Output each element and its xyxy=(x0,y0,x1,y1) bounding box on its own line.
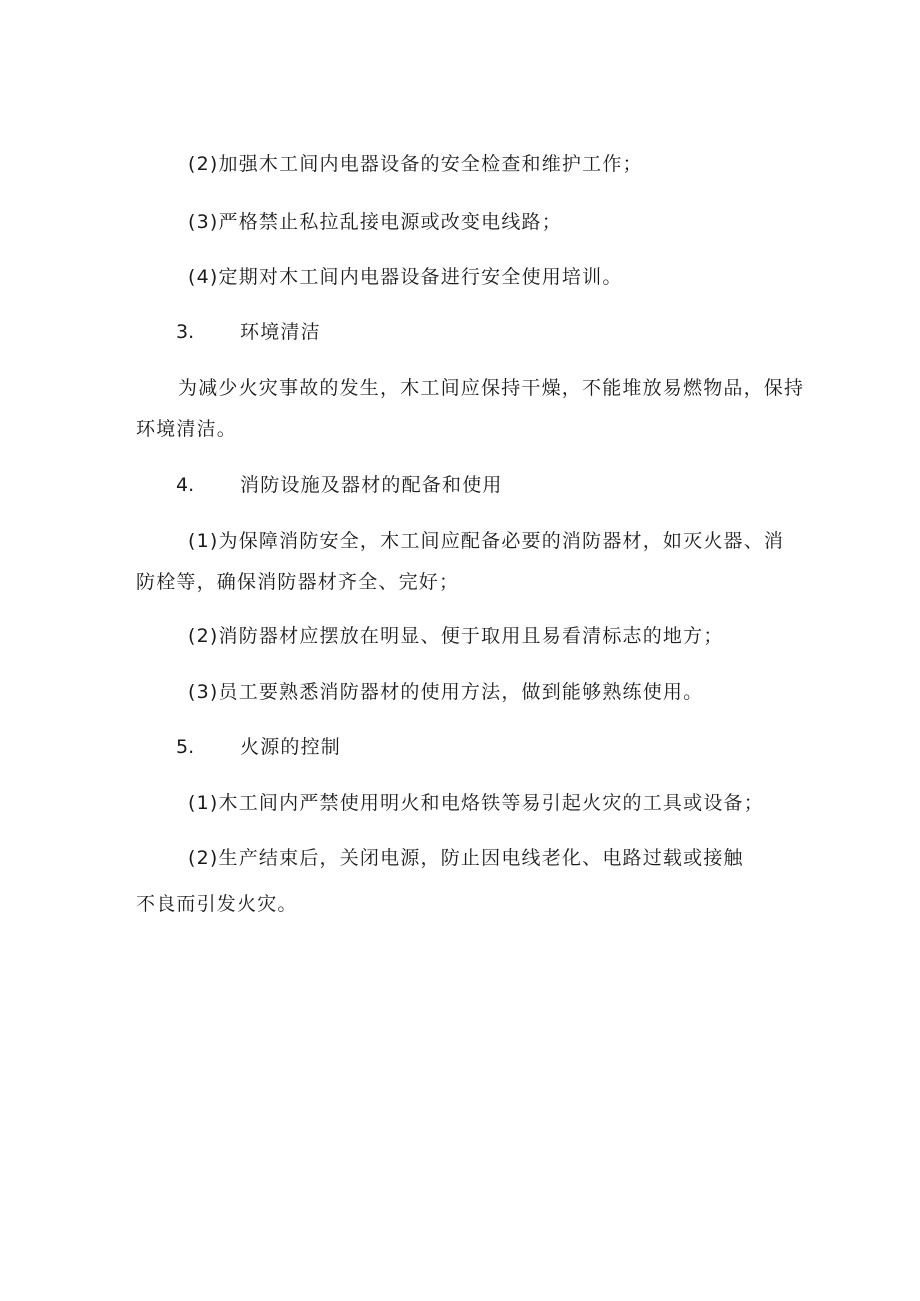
fire-equipment-item-1-line2: 防栓等，确保消防器材齐全、完好； xyxy=(136,571,460,593)
fire-source-item-2-line1: (2)生产结束后，关闭电源，防止因电线老化、电路过载或接触 xyxy=(188,847,744,869)
fire-equipment-item-3: (3)员工要熟悉消防器材的使用方法，做到能够熟练使用。 xyxy=(188,681,704,703)
list-item-3-wiring: (3)严格禁止私拉乱接电源或改变电线路； xyxy=(188,211,562,233)
fire-equipment-item-1-line1: (1)为保障消防安全，木工间应配备必要的消防器材，如灭火器、消 xyxy=(188,530,785,552)
section-number-3: 3. xyxy=(176,321,195,343)
paragraph-environment-line1: 为减少火灾事故的发生，木工间应保持干燥，不能堆放易燃物品，保持 xyxy=(178,377,805,399)
paragraph-environment-line2: 环境清洁。 xyxy=(136,418,238,440)
section-heading-fire-source: 火源的控制 xyxy=(240,736,342,758)
section-heading-environment: 环境清洁 xyxy=(240,321,321,343)
fire-source-item-2-line2: 不良而引发火灾。 xyxy=(136,893,298,915)
fire-equipment-item-2: (2)消防器材应摆放在明显、便于取用且易看清标志的地方； xyxy=(188,625,724,647)
fire-source-item-1: (1)木工间内严禁使用明火和电烙铁等易引起火灾的工具或设备； xyxy=(188,792,764,814)
section-heading-fire-equipment: 消防设施及器材的配备和使用 xyxy=(240,474,503,496)
list-item-2-inspection: (2)加强木工间内电器设备的安全检查和维护工作； xyxy=(188,153,643,175)
section-number-4: 4. xyxy=(176,474,195,496)
section-number-5: 5. xyxy=(176,736,195,758)
list-item-4-training: (4)定期对木工间内电器设备进行安全使用培训。 xyxy=(188,266,623,288)
